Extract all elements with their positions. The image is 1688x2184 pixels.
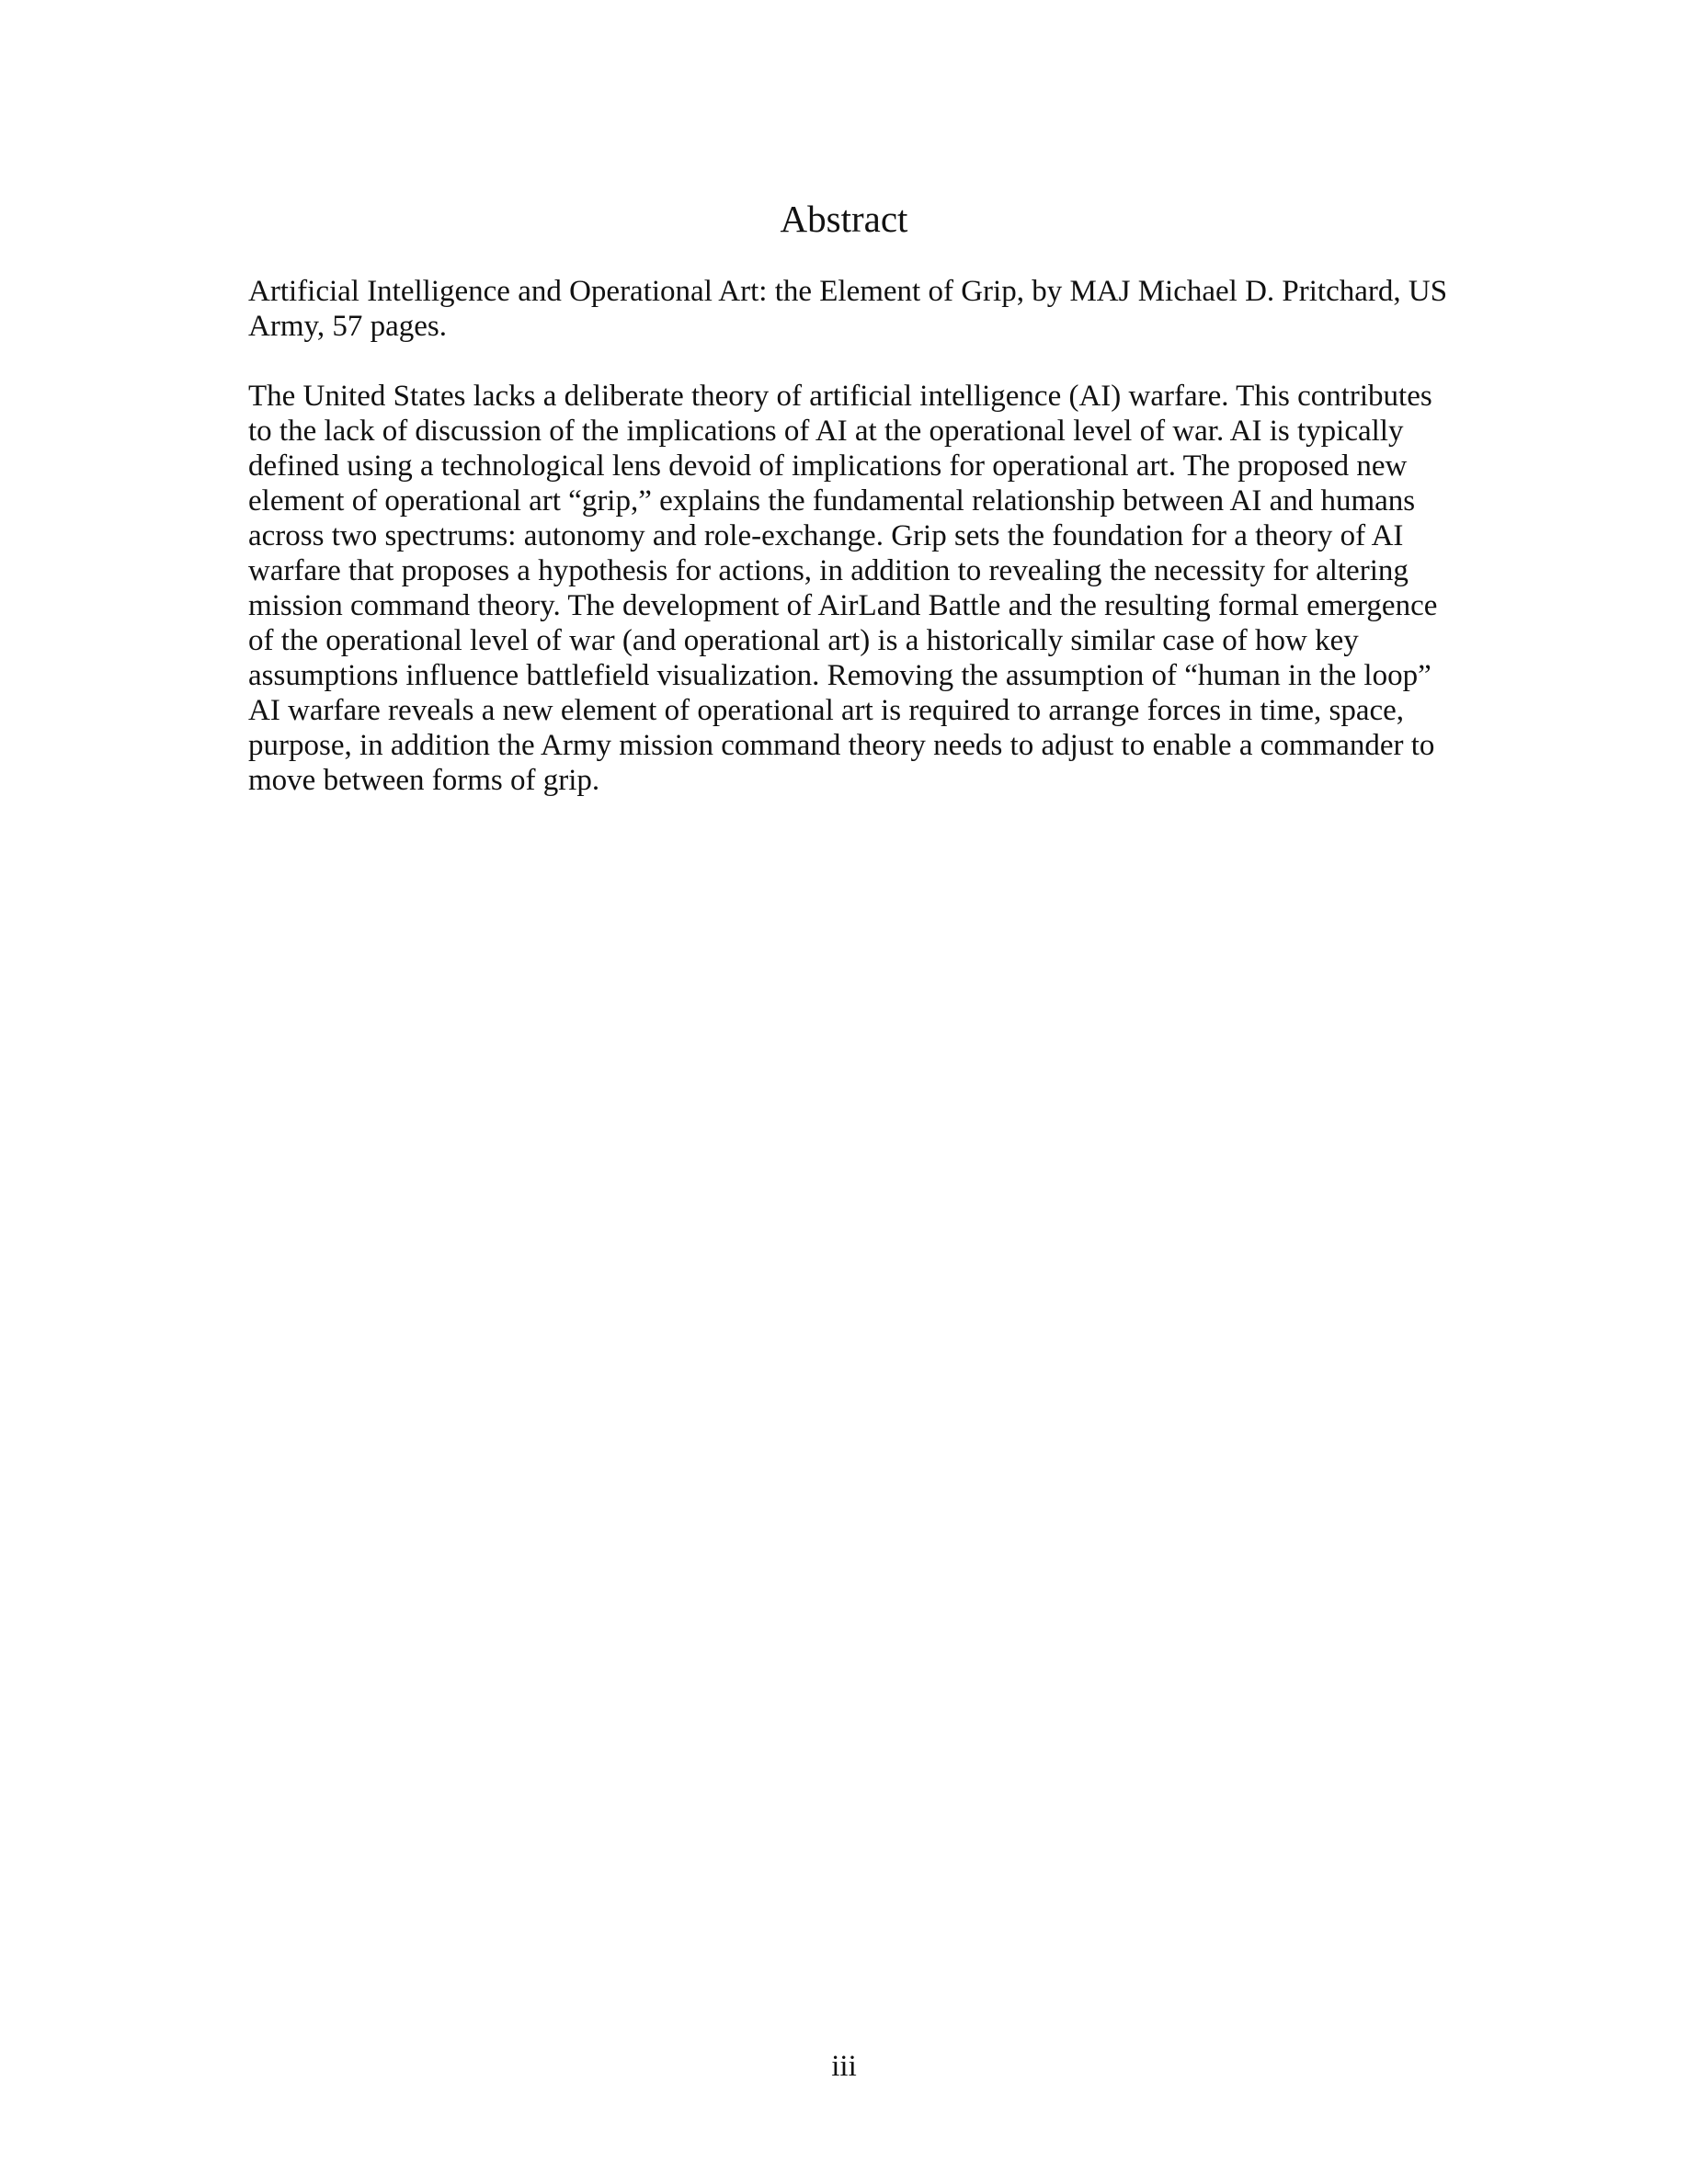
page-number: iii [831,2050,857,2083]
abstract-paragraph: The United States lacks a deliberate theory of artificial intelligence (AI) warfare. This contributes to the lack of discussion of the implications of AI at the operational level of war. AI is typically defined using a technological lens devoid of implications for operational art. The proposed new element of operational art “grip,” explains the fundamental relationship between AI and humans across two spectrums: autonomy and role-exchange. Grip sets the foundation for a theory of AI warfare that proposes a hypothesis for actions, in addition to revealing the necessity for altering mission command theory. The development of AirLand Battle and the resulting formal emergence of the operational level of war (and operational art) is a historically similar case of how key assumptions influence battlefield visualization. Removing the assumption of “human in the loop” AI warfare reveals a new element of operational art is required to arrange forces in time, space, purpose, in addition the Army mission command theory needs to adjust to enable a commander to move between forms of grip. [248,380,1438,797]
citation-paragraph: Artificial Intelligence and Operational Art: the Element of Grip, by MAJ Michael D. Pritchard, US Army, 57 pages. [248,275,1448,343]
page-title: Abstract [780,198,908,240]
